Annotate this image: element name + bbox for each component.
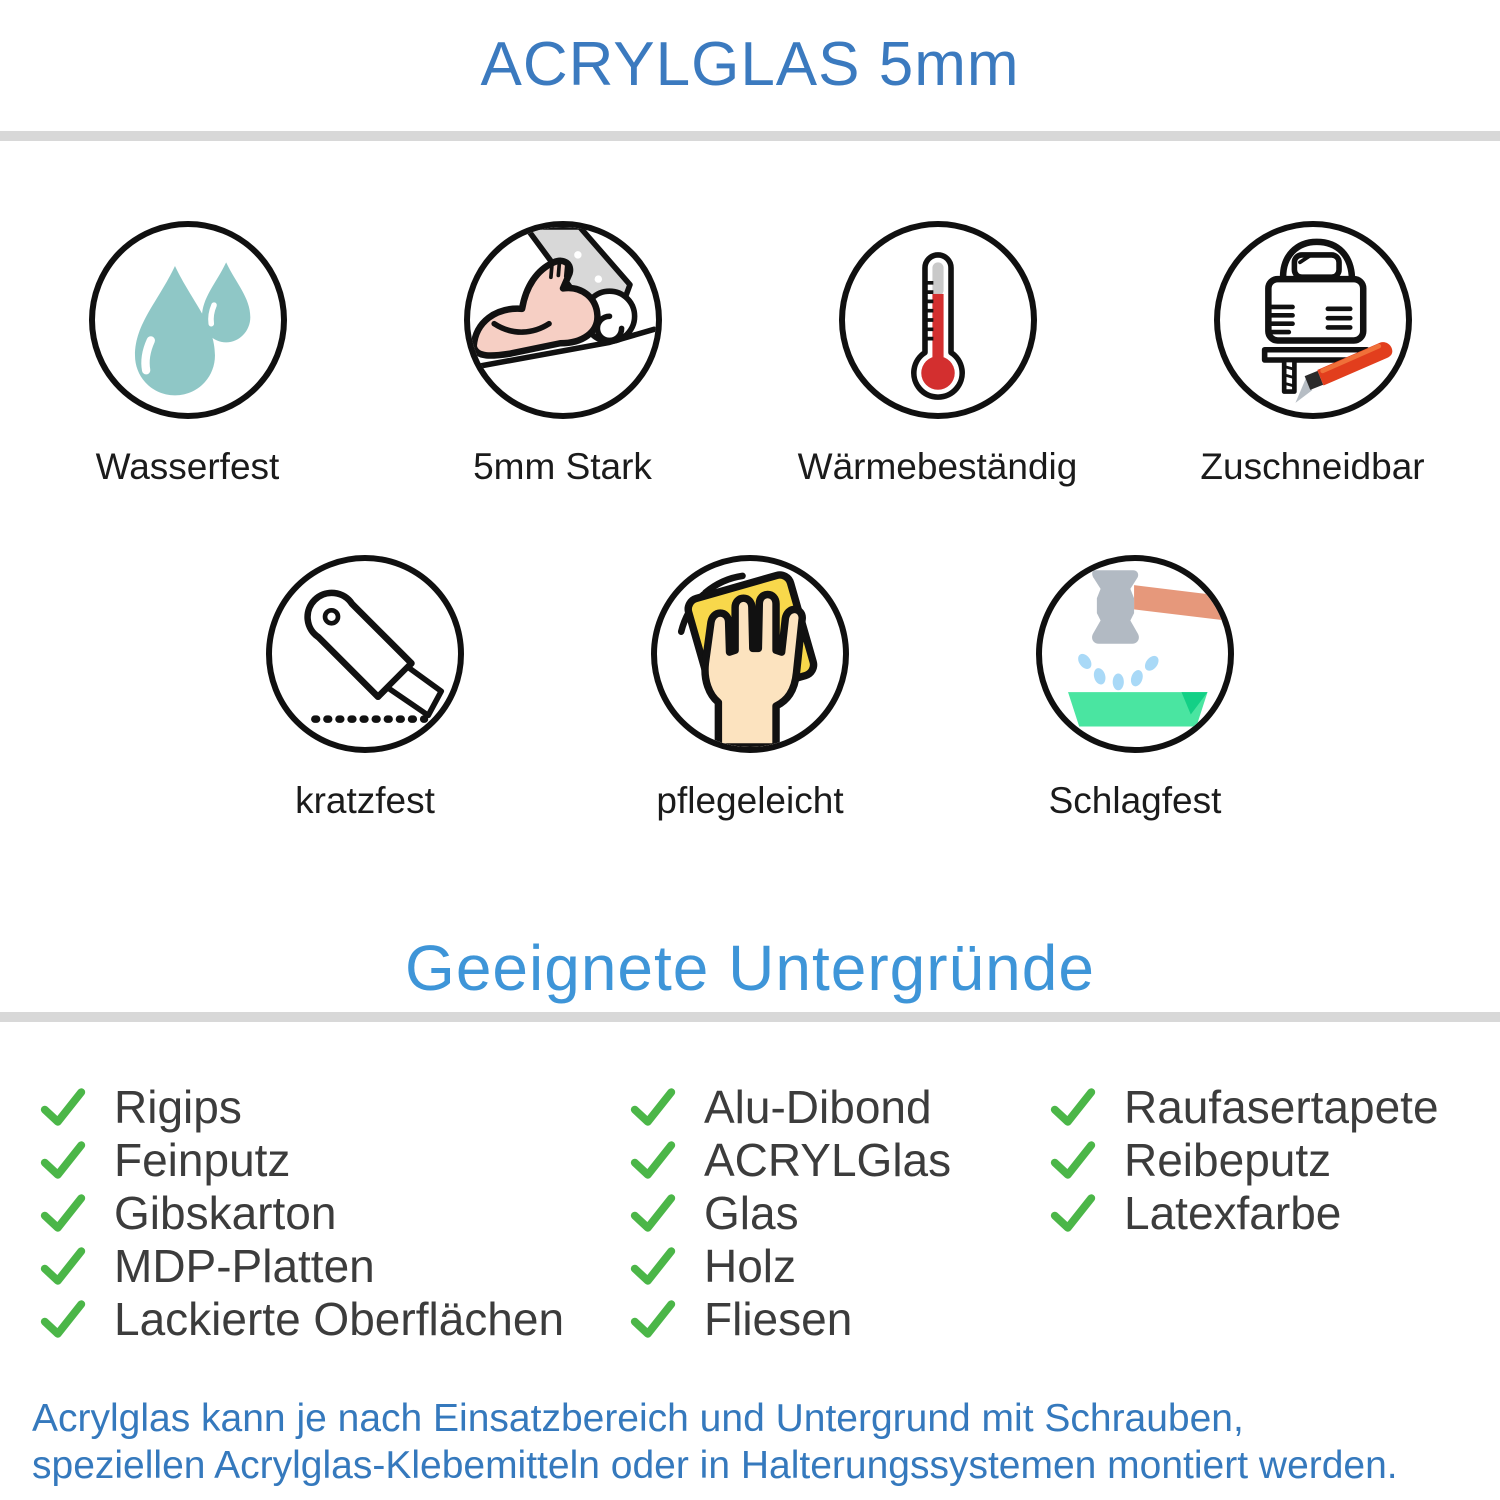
feature-wasserfest [0,221,375,489]
substrate-item [40,1186,630,1239]
substrate-label: Alu-Dibond [704,1080,932,1133]
utility-knife-icon [266,555,464,753]
substrate-label: Fliesen [704,1292,853,1345]
checkmark-icon [40,1246,86,1286]
checkmark-icon [630,1299,676,1339]
feature-label: Wärmebeständig [797,446,1078,487]
feature-label: Zuschneidbar [1200,446,1425,487]
feature-label: kratzfest [295,780,435,821]
features-row-1 [0,221,1500,489]
feature-label: 5mm Stark [473,446,652,487]
footer-line: speziellen Acrylglas-Klebemitteln oder in Halterungssystemen montiert werden. [32,1444,1398,1487]
substrate-item [40,1133,630,1186]
checkmark-icon [630,1246,676,1286]
checkmark-icon [1050,1087,1096,1127]
substrate-label: Gibskarton [114,1186,337,1239]
water-drops-icon [89,221,287,419]
feature-schlagfest [943,555,1328,823]
substrate-label: Lackierte Oberflächen [114,1292,565,1345]
substrate-item [630,1186,1050,1239]
substrate-label: Glas [704,1186,799,1239]
substrate-item [630,1133,1050,1186]
muscle-arm-icon [464,221,662,419]
substrate-item [1050,1080,1460,1133]
substrate-item [40,1239,630,1292]
divider-bar-top [0,131,1500,141]
substrates-column-1 [40,1080,630,1345]
feature-kratzfest [173,555,558,823]
substrate-item [1050,1133,1460,1186]
feature-zuschneidbar [1125,221,1500,489]
substrates-column-2 [630,1080,1050,1345]
substrate-item [40,1080,630,1133]
feature-pflegeleicht [558,555,943,823]
section-title: Geeignete Untergründe [405,932,1095,1004]
footer-line: Acrylglas kann je nach Einsatzbereich und Untergrund mit Schrauben, [32,1397,1244,1440]
substrate-item [630,1080,1050,1133]
substrate-item [40,1292,630,1345]
feature-waermebestaendig [750,221,1125,489]
substrate-label: Latexfarbe [1124,1186,1342,1239]
checkmark-icon [40,1299,86,1339]
checkmark-icon [630,1140,676,1180]
checkmark-icon [40,1193,86,1233]
substrate-label: ACRYLGlas [704,1133,952,1186]
page-title: ACRYLGLAS 5mm [480,30,1020,99]
substrates-column-3 [1050,1080,1460,1345]
substrate-label: MDP-Platten [114,1239,375,1292]
substrate-label: Holz [704,1239,797,1292]
feature-label: Schlagfest [1048,780,1222,821]
divider-bar-middle [0,1012,1500,1022]
checkmark-icon [630,1193,676,1233]
checkmark-icon [40,1140,86,1180]
substrate-item [630,1292,1050,1345]
substrate-item [1050,1186,1460,1239]
features-row-2 [0,555,1500,823]
checkmark-icon [630,1087,676,1127]
feature-label: Wasserfest [95,446,280,487]
substrates-list [0,1080,1500,1345]
substrate-label: Reibeputz [1124,1133,1332,1186]
substrate-label: Raufasertapete [1124,1080,1439,1133]
hammer-icon [1036,555,1234,753]
footer-note [0,1395,1500,1489]
feature-5mm-stark [375,221,750,489]
substrate-label: Rigips [114,1080,242,1133]
cleaning-hand-icon [651,555,849,753]
substrate-label: Feinputz [114,1133,291,1186]
jigsaw-icon [1214,221,1412,419]
thermometer-icon [839,221,1037,419]
feature-label: pflegeleicht [656,780,844,821]
checkmark-icon [40,1087,86,1127]
checkmark-icon [1050,1193,1096,1233]
checkmark-icon [1050,1140,1096,1180]
substrate-item [630,1239,1050,1292]
